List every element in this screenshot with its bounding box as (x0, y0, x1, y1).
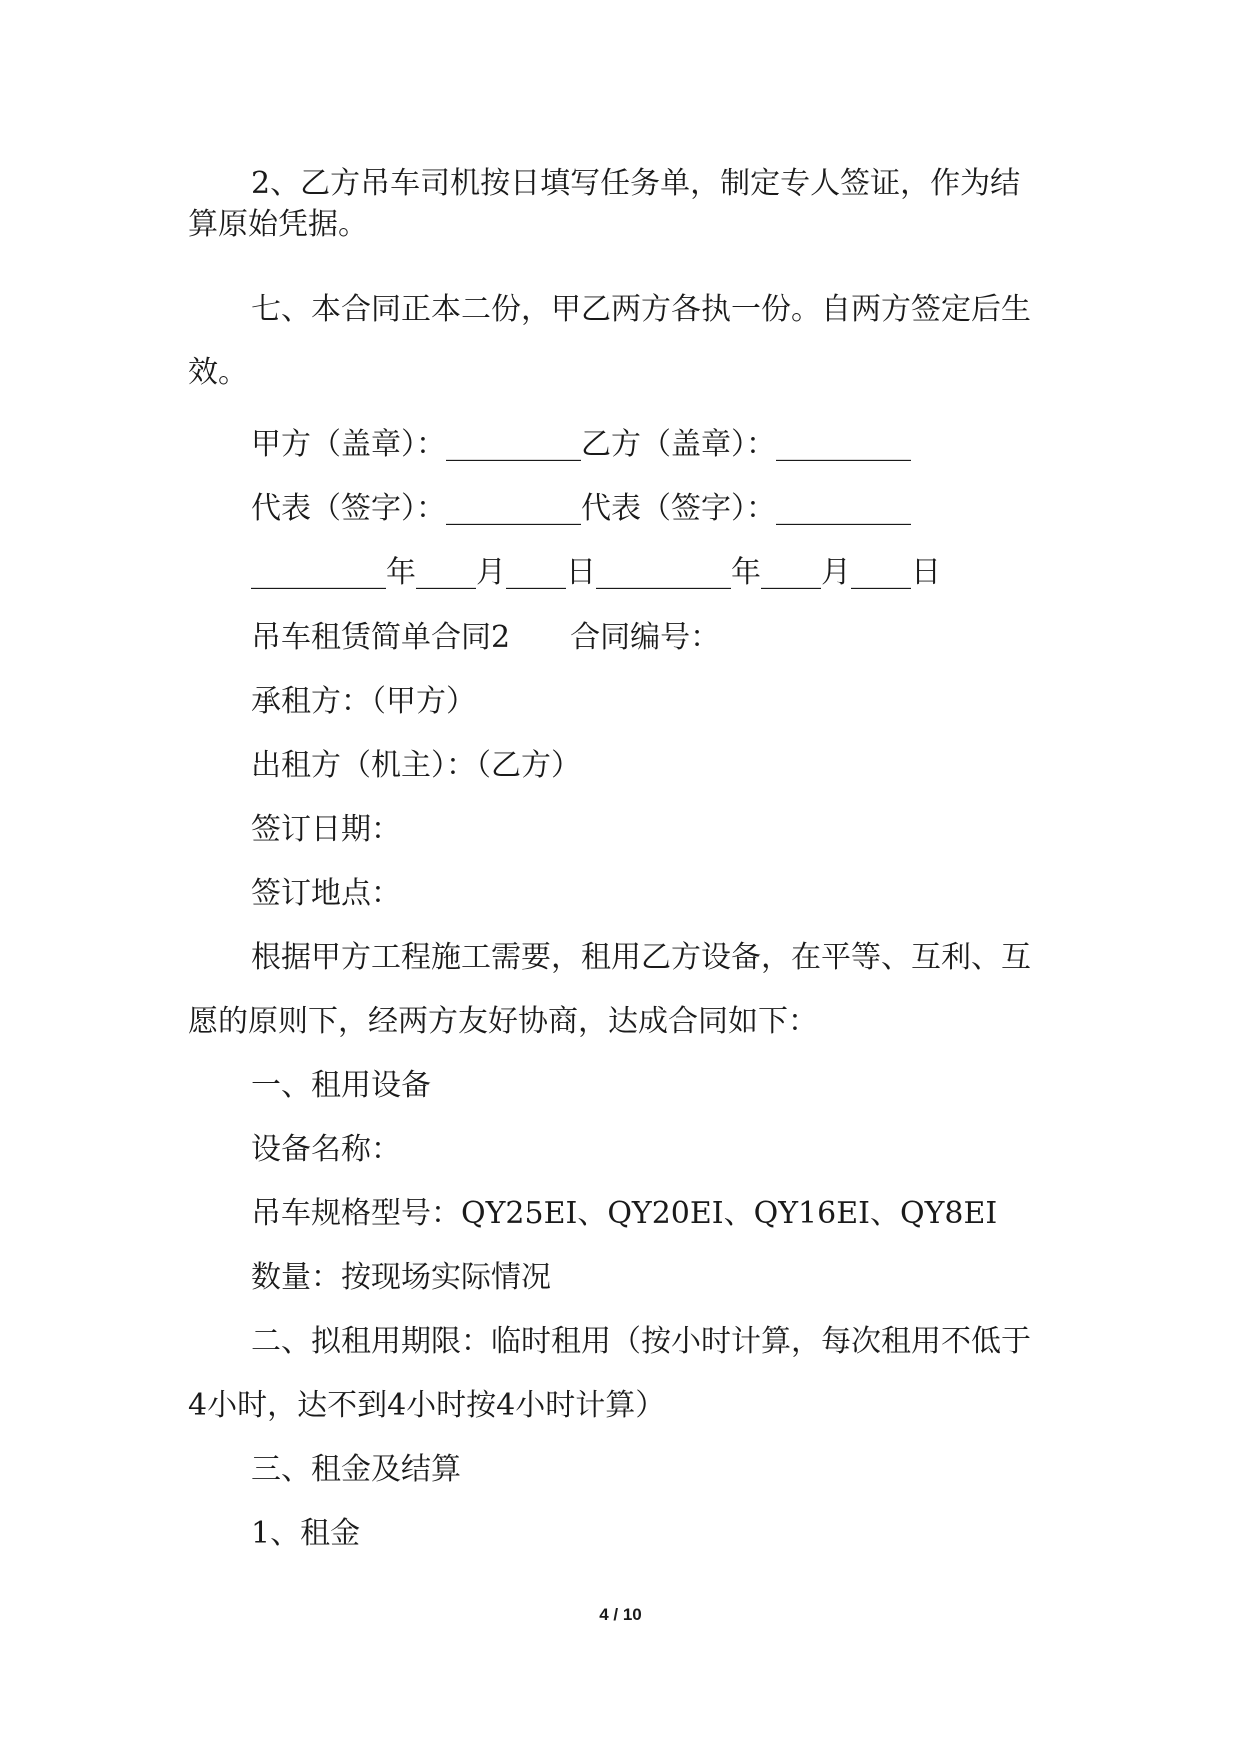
paragraph-line: 根据甲方工程施工需要，租用乙方设备，在平等、互利、互 (251, 940, 1031, 975)
paragraph-line: 愿的原则下，经两方友好协商，达成合同如下： (188, 1004, 818, 1039)
section-heading: 三、租金及结算 (251, 1452, 461, 1487)
paragraph-line: 吊车规格型号：QY25EI、QY20EI、QY16EI、QY8EI (251, 1196, 998, 1231)
signature-line-date: _________年____月____日_________年____月____日 (251, 555, 941, 590)
paragraph-line: 效。 (188, 355, 248, 390)
paragraph-line: 签订日期： (251, 812, 401, 847)
paragraph-line: 1、租金 (251, 1516, 361, 1551)
signature-line-representative: 代表（签字）：_________代表（签字）：_________ (251, 491, 911, 526)
paragraph-line: 出租方（机主）：（乙方） (251, 748, 581, 783)
paragraph-line: 设备名称： (251, 1132, 401, 1167)
paragraph-line: 4小时，达不到4小时按4小时计算） (188, 1388, 666, 1423)
paragraph-line: 七、本合同正本二份，甲乙两方各执一份。自两方签定后生 (251, 292, 1031, 327)
paragraph-line: 承租方：（甲方） (251, 684, 476, 719)
paragraph-line: 算原始凭据。 (188, 207, 368, 242)
contract-title: 吊车租赁简单合同2 合同编号： (251, 620, 721, 655)
section-heading: 一、租用设备 (251, 1068, 431, 1103)
paragraph-line: 数量：按现场实际情况 (251, 1260, 551, 1295)
page-number: 4 / 10 (599, 1605, 642, 1624)
signature-line-seal: 甲方（盖章）：_________乙方（盖章）：_________ (251, 427, 911, 462)
section-heading: 二、拟租用期限：临时租用（按小时计算，每次租用不低于 (251, 1324, 1031, 1359)
paragraph-line: 签订地点： (251, 876, 401, 911)
paragraph-line: 2、乙方吊车司机按日填写任务单，制定专人签证，作为结 (251, 166, 1021, 201)
